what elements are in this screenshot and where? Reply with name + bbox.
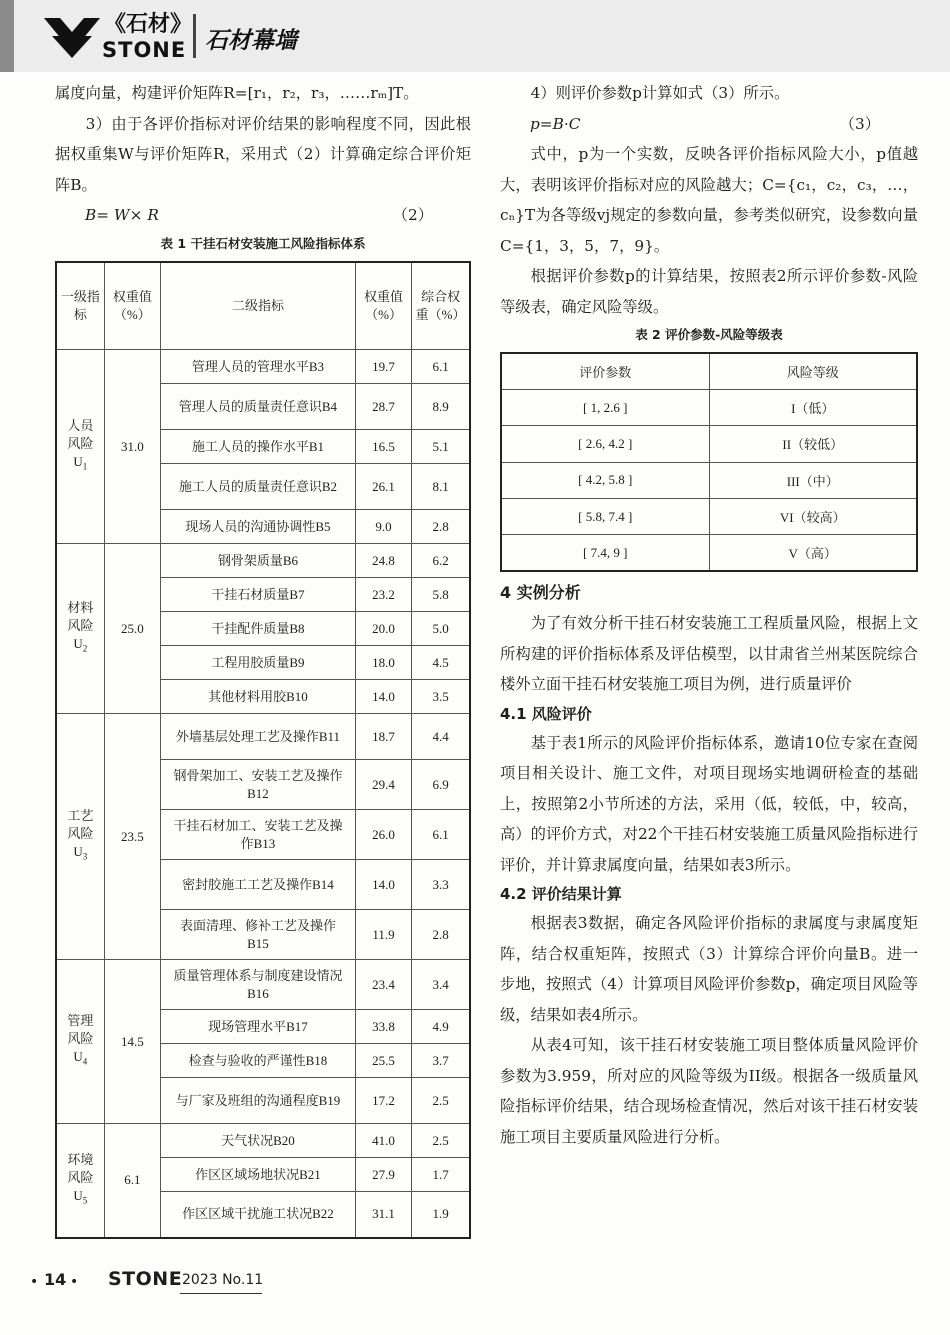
table1-group-code-sub: 4 xyxy=(82,1056,88,1067)
header-edge-strip xyxy=(0,0,14,72)
equation-2-number: （2） xyxy=(392,206,433,224)
table1-indicator-name: 施工人员的质量责任意识B2 xyxy=(160,464,355,510)
table1-header-row xyxy=(56,262,470,350)
paragraph-step3: 3）由于各评价指标对评价结果的影响程度不同，因此根据权重集W与评价矩阵R，采用式（2）计算确定综合评价矩阵B。 xyxy=(55,114,471,194)
table1-indicator-name: 作区区域场地状况B21 xyxy=(160,1158,355,1192)
table1-indicator-name: 表面清理、修补工艺及操作B15 xyxy=(160,910,355,960)
table1-indicator-weight: 16.5 xyxy=(355,430,411,464)
table2-parameter-range: [ 2.6, 4.2 ] xyxy=(501,426,709,462)
equation-3-number: （3） xyxy=(839,114,880,133)
table1-combined-weight: 4.4 xyxy=(412,714,470,760)
table1-group-weight: 6.1 xyxy=(104,1124,160,1238)
table1-combined-weight: 3.7 xyxy=(412,1044,470,1078)
table2-parameter-range: [ 7.4, 9 ] xyxy=(501,535,709,571)
table1-indicator-name: 现场人员的沟通协调性B5 xyxy=(160,510,355,544)
table1-group-code-sub: 5 xyxy=(82,1195,88,1206)
table1-combined-weight: 8.1 xyxy=(412,464,470,510)
footer-journal: STONE xyxy=(108,1268,183,1290)
table1-body xyxy=(56,350,470,1238)
table1-combined-weight: 3.5 xyxy=(412,680,470,714)
table1-group-weight: 14.5 xyxy=(104,960,160,1124)
table1-indicator-weight: 29.4 xyxy=(355,760,411,810)
table1-group-code-sub: 3 xyxy=(82,851,88,862)
logo-english-title: STONE xyxy=(102,38,187,62)
table2-row xyxy=(501,535,917,571)
table1-indicator-weight: 23.2 xyxy=(355,578,411,612)
table1-group-weight: 25.0 xyxy=(104,544,160,714)
table1-group-code: U xyxy=(73,454,83,470)
table2-body xyxy=(501,389,917,571)
heading-result-calculation: 4.2 评价结果计算 xyxy=(500,885,622,904)
stone-logo xyxy=(42,12,193,66)
table2-risk-level: II（较低） xyxy=(709,426,917,462)
table2-header-cell: 风险等级 xyxy=(709,353,917,389)
table1-group-cell xyxy=(56,1124,104,1238)
table1-indicator-name: 检查与验收的严谨性B18 xyxy=(160,1044,355,1078)
left-column xyxy=(55,78,471,1239)
table1-group-cell xyxy=(56,714,104,960)
table1-group-cell xyxy=(56,960,104,1124)
table1-indicator-name: 工程用胶质量B9 xyxy=(160,646,355,680)
table1-indicator-name: 密封胶施工工艺及操作B14 xyxy=(160,860,355,910)
table1-row xyxy=(56,960,470,1010)
table1-combined-weight: 4.5 xyxy=(412,646,470,680)
table2-row xyxy=(501,426,917,462)
table1-indicator-name: 作区区域干扰施工状况B22 xyxy=(160,1192,355,1238)
table1-group-name: 环境风险 xyxy=(67,1151,94,1185)
table1-combined-weight: 2.8 xyxy=(412,510,470,544)
table1-header-cell: 权重值（%） xyxy=(104,262,160,350)
table1-group-code: U xyxy=(73,636,83,652)
table2-row xyxy=(501,499,917,535)
table1-indicator-name: 质量管理体系与制度建设情况B16 xyxy=(160,960,355,1010)
paragraph-risk-evaluation: 基于表1所示的风险评价指标体系，邀请10位专家在查阅项目相关设计、施工文件，对项目现场实地调研检查的基础上，按照第2小节所述的方法，采用（低，较低，中，较高，高）的评价方式，对22个干挂石材安装施工质量风险指标进行评价，并计算隶属度向量，结果如表3所示。 xyxy=(500,733,918,874)
table1-group-cell xyxy=(56,544,104,714)
table1-indicator-weight: 25.5 xyxy=(355,1044,411,1078)
table2-parameter-range: [ 4.2, 5.8 ] xyxy=(501,462,709,498)
table1-indicator-name: 外墙基层处理工艺及操作B11 xyxy=(160,714,355,760)
table1-row xyxy=(56,544,470,578)
table1-indicator-weight: 9.0 xyxy=(355,510,411,544)
table1-combined-weight: 1.7 xyxy=(412,1158,470,1192)
table1-indicator-weight: 33.8 xyxy=(355,1010,411,1044)
table1-indicator-name: 管理人员的管理水平B3 xyxy=(160,350,355,384)
stone-logo-icon xyxy=(42,12,104,58)
table1-header-cell: 一级指标 xyxy=(56,262,104,350)
table1-combined-weight: 8.9 xyxy=(412,384,470,430)
table1-indicator-name: 干挂石材质量B7 xyxy=(160,578,355,612)
table1-row xyxy=(56,714,470,760)
paragraph-risk-level: 根据评价参数p的计算结果，按照表2所示评价参数-风险等级表，确定风险等级。 xyxy=(500,267,918,316)
table1-indicator-weight: 14.0 xyxy=(355,860,411,910)
table1-combined-weight: 6.9 xyxy=(412,760,470,810)
table1-group-name: 人员风险 xyxy=(67,418,94,452)
table1-group-code-sub: 2 xyxy=(82,643,88,654)
table1-indicator-weight: 41.0 xyxy=(355,1124,411,1158)
footer-issue: 2023 No.11 xyxy=(182,1272,264,1288)
equation-2 xyxy=(55,200,471,231)
table2-parameter-range: [ 1, 2.6 ] xyxy=(501,389,709,425)
table1-indicator-weight: 18.7 xyxy=(355,714,411,760)
paragraph-conclusion: 从表4可知，该干挂石材安装施工项目整体质量风险评价参数为3.959，所对应的风险等级为II级。根据各一级质量风险指标评价结果，结合现场检查情况，然后对该干挂石材安装施工项目主要质量风险进行分析。 xyxy=(500,1036,918,1146)
table1-combined-weight: 4.9 xyxy=(412,1010,470,1044)
page-header xyxy=(0,0,950,72)
table1-indicator-weight: 26.0 xyxy=(355,810,411,860)
table1-indicator-name: 施工人员的操作水平B1 xyxy=(160,430,355,464)
heading-case-analysis: 4 实例分析 xyxy=(500,583,581,603)
table1-indicator-name: 管理人员的质量责任意识B4 xyxy=(160,384,355,430)
paragraph-p-definition: 式中，p为一个实数，反映各评价指标风险大小，p值越大，表明该评价指标对应的风险越大；C={c₁，c₂，c₃，…，cₙ}T为各等级vj规定的参数向量，参考类似研究，设参数向量C={1，3，5，7，9}。 xyxy=(500,145,918,255)
table1-combined-weight: 6.1 xyxy=(412,350,470,384)
table1-group-weight: 23.5 xyxy=(104,714,160,960)
table1-indicator-name: 现场管理水平B17 xyxy=(160,1010,355,1044)
table2-risk-level: III（中） xyxy=(709,462,917,498)
footer-underline xyxy=(180,1293,262,1294)
table1-combined-weight: 6.1 xyxy=(412,810,470,860)
right-column xyxy=(500,78,918,1152)
table1-header-cell: 综合权重（%） xyxy=(412,262,470,350)
table1-indicator-name: 天气状况B20 xyxy=(160,1124,355,1158)
table1-combined-weight: 2.5 xyxy=(412,1078,470,1124)
table1-indicator-weight: 18.0 xyxy=(355,646,411,680)
table1-indicator-name: 钢骨架加工、安装工艺及操作B12 xyxy=(160,760,355,810)
table1-header-cell: 权重值（%） xyxy=(355,262,411,350)
table1-caption: 表 1 干挂石材安装施工风险指标体系 xyxy=(160,235,366,251)
table1-combined-weight: 5.1 xyxy=(412,430,470,464)
footer-dot-icon: • xyxy=(70,1274,79,1290)
table1-indicator-weight: 28.7 xyxy=(355,384,411,430)
table1-combined-weight: 6.2 xyxy=(412,544,470,578)
table1-indicator-weight: 27.9 xyxy=(355,1158,411,1192)
table1-combined-weight: 2.5 xyxy=(412,1124,470,1158)
table2-parameter-range: [ 5.8, 7.4 ] xyxy=(501,499,709,535)
table1-indicator-weight: 14.0 xyxy=(355,680,411,714)
risk-level-table xyxy=(500,352,918,572)
equation-3 xyxy=(500,109,918,140)
heading-risk-evaluation: 4.1 风险评价 xyxy=(500,704,592,723)
paragraph-case-intro: 为了有效分析干挂石材安装施工工程质量风险，根据上文所构建的评价指标体系及评估模型，以甘肃省兰州某医院综合楼外立面干挂石材安装施工项目为例，进行质量评价 xyxy=(500,614,918,694)
table1-header-cell: 二级指标 xyxy=(160,262,355,350)
table1-group-weight: 31.0 xyxy=(104,350,160,544)
paragraph-step4: 4）则评价参数p计算如式（3）所示。 xyxy=(530,84,790,102)
table2-caption: 表 2 评价参数-风险等级表 xyxy=(635,327,783,342)
table1-indicator-weight: 23.4 xyxy=(355,960,411,1010)
footer-dot-icon: • xyxy=(30,1274,39,1290)
table1-group-code: U xyxy=(73,1187,83,1203)
table1-combined-weight: 3.3 xyxy=(412,860,470,910)
table1-group-cell xyxy=(56,350,104,544)
paragraph-matrix: 属度向量，构建评价矩阵R=[r₁，r₂，r₃，……rₘ]T。 xyxy=(55,84,419,102)
table1-indicator-weight: 26.1 xyxy=(355,464,411,510)
equation-3-formula: p=B·C xyxy=(530,114,581,133)
table1-row xyxy=(56,1124,470,1158)
table2-risk-level: VI（较高） xyxy=(709,499,917,535)
table1-indicator-name: 干挂配件质量B8 xyxy=(160,612,355,646)
table1-indicator-name: 钢骨架质量B6 xyxy=(160,544,355,578)
page-number: 14 xyxy=(44,1270,67,1289)
table2-risk-level: V（高） xyxy=(709,535,917,571)
table1-indicator-weight: 20.0 xyxy=(355,612,411,646)
table1-group-code-sub: 1 xyxy=(82,461,88,472)
table1-indicator-weight: 24.8 xyxy=(355,544,411,578)
table1-indicator-weight: 11.9 xyxy=(355,910,411,960)
table2-row xyxy=(501,462,917,498)
table1-combined-weight: 1.9 xyxy=(412,1192,470,1238)
logo-chinese-title: 《石材》 xyxy=(104,12,193,37)
equation-2-formula: B= W× R xyxy=(85,206,159,224)
table1-combined-weight: 5.8 xyxy=(412,578,470,612)
table1-row xyxy=(56,350,470,384)
table1-indicator-name: 其他材料用胶B10 xyxy=(160,680,355,714)
table1-indicator-weight: 19.7 xyxy=(355,350,411,384)
table1-combined-weight: 5.0 xyxy=(412,612,470,646)
table1-indicator-name: 干挂石材加工、安装工艺及操作B13 xyxy=(160,810,355,860)
risk-index-table xyxy=(55,261,471,1239)
table1-group-code: U xyxy=(73,844,83,860)
table1-group-name: 材料风险 xyxy=(67,600,94,634)
table1-group-name: 工艺风险 xyxy=(67,808,94,842)
table2-header-row xyxy=(501,353,917,389)
section-title: 石材幕墙 xyxy=(205,28,297,54)
table1-group-name: 管理风险 xyxy=(67,1013,94,1047)
table2-risk-level: I（低） xyxy=(709,389,917,425)
table1-group-code: U xyxy=(73,1049,83,1065)
table1-indicator-weight: 31.1 xyxy=(355,1192,411,1238)
table1-combined-weight: 2.8 xyxy=(412,910,470,960)
table1-indicator-weight: 17.2 xyxy=(355,1078,411,1124)
table2-header-cell: 评价参数 xyxy=(501,353,709,389)
table1-indicator-name: 与厂家及班组的沟通程度B19 xyxy=(160,1078,355,1124)
table1-combined-weight: 3.4 xyxy=(412,960,470,1010)
table2-row xyxy=(501,389,917,425)
paragraph-result-calculation: 根据表3数据，确定各风险评价指标的隶属度与隶属度矩阵，结合权重矩阵，按照式（3）计算综合评价向量B。进一步地，按照式（4）计算项目风险评价参数p，确定项目风险等级，结果如表4所示。 xyxy=(500,914,918,1024)
header-divider xyxy=(193,14,196,58)
